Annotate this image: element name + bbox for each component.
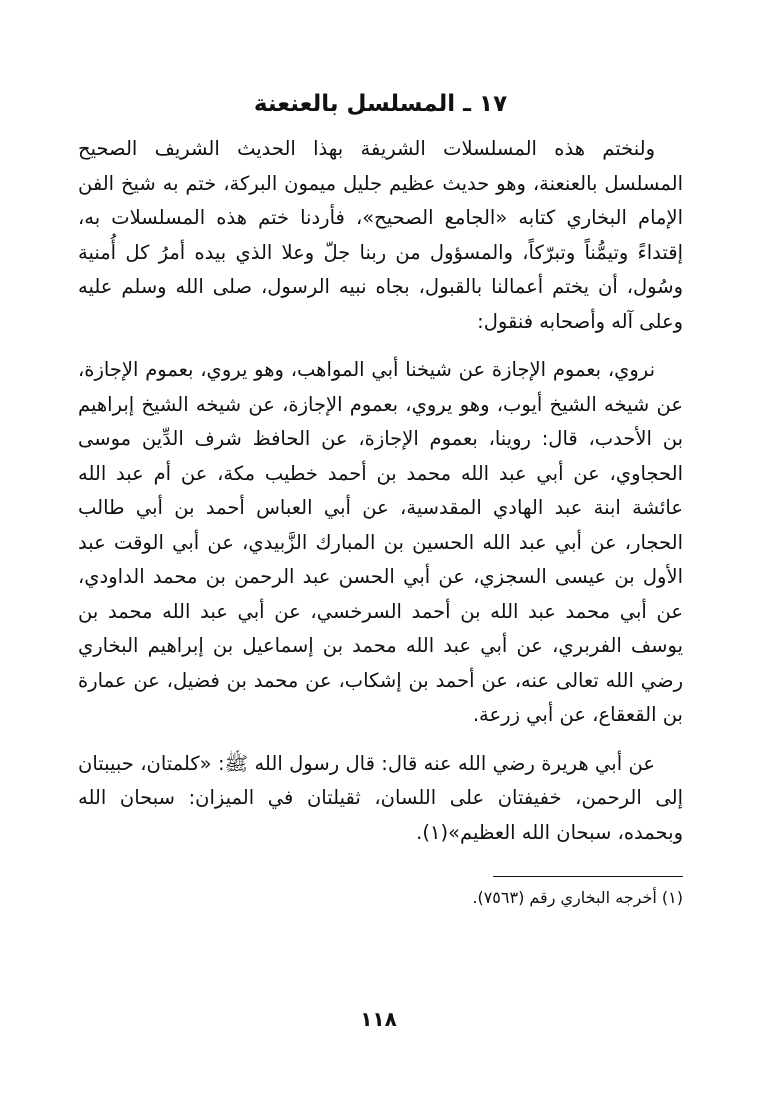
isnad-paragraph: نروي، بعموم الإجازة عن شيخنا أبي المواهب، وهو يروي، بعموم الإجازة، عن شيخه الشيخ أيوب، وهو يروي، بعموم الإجازة، عن شيخه الشيخ إبراهيم بن الأحدب، قال: روينا، بعموم الإجازة، عن الحافظ شرف الدِّين موسى الحجاوي، عن أبي عبد الله محمد بن أحمد خطيب مكة، عن أم عبد الله عائشة ابنة عبد الهادي المقدسية، عن أبي العباس أحمد بن أبي طالب الحجار، عن أبي عبد الله الحسين بن المبارك الزَّبيدي، عن أبي الوقت عبد الأول بن عيسى السجزي، عن أبي الحسن عبد الرحمن بن محمد الداودي، عن أبي محمد عبد الله بن أحمد السرخسي، عن أبي عبد الله محمد بن يوسف الفربري، عن أبي عبد الله محمد بن إسماعيل بن إبراهيم البخاري رضي الله تعالى عنه، عن أحمد بن إشكاب، عن محمد بن فضيل، عن عمارة بن القعقاع، عن أبي زرعة. xyxy=(78,358,683,726)
footnote-divider xyxy=(493,876,683,877)
intro-paragraph: ولنختم هذه المسلسلات الشريفة بهذا الحديث الشريف الصحيح المسلسل بالعنعنة، وهو حديث عظيم جليل ميمون البركة، ختم به شيخ الفن الإمام البخاري كتابه «الجامع الصحيح»، فأردنا ختم هذه المسلسلات به، إقتداءً وتيمُّناً وتبرّكاً، والمسؤول من ربنا جلّ وعلا الذي بيده أمرُ كل أُمنية وسُول، أن يختم أعمالنا بالقبول، بجاه نبيه الرسول، صلى الله وسلم عليه وعلى آله وأصحابه فنقول: xyxy=(78,137,683,333)
page-body xyxy=(78,88,683,911)
page-number: ١١٨ xyxy=(360,1007,397,1031)
hadith-paragraph: عن أبي هريرة رضي الله عنه قال: قال رسول الله ﷺ: «كلمتان، حبيبتان إلى الرحمن، خفيفتان على اللسان، ثقيلتان في الميزان: سبحان الله وبحمده، سبحان الله العظيم»(١). xyxy=(78,751,683,844)
footnote: (١) أخرجه البخاري رقم (٧٥٦٣). xyxy=(472,888,683,907)
chapter-title: ١٧ ـ المسلسل بالعنعنة xyxy=(253,91,508,117)
